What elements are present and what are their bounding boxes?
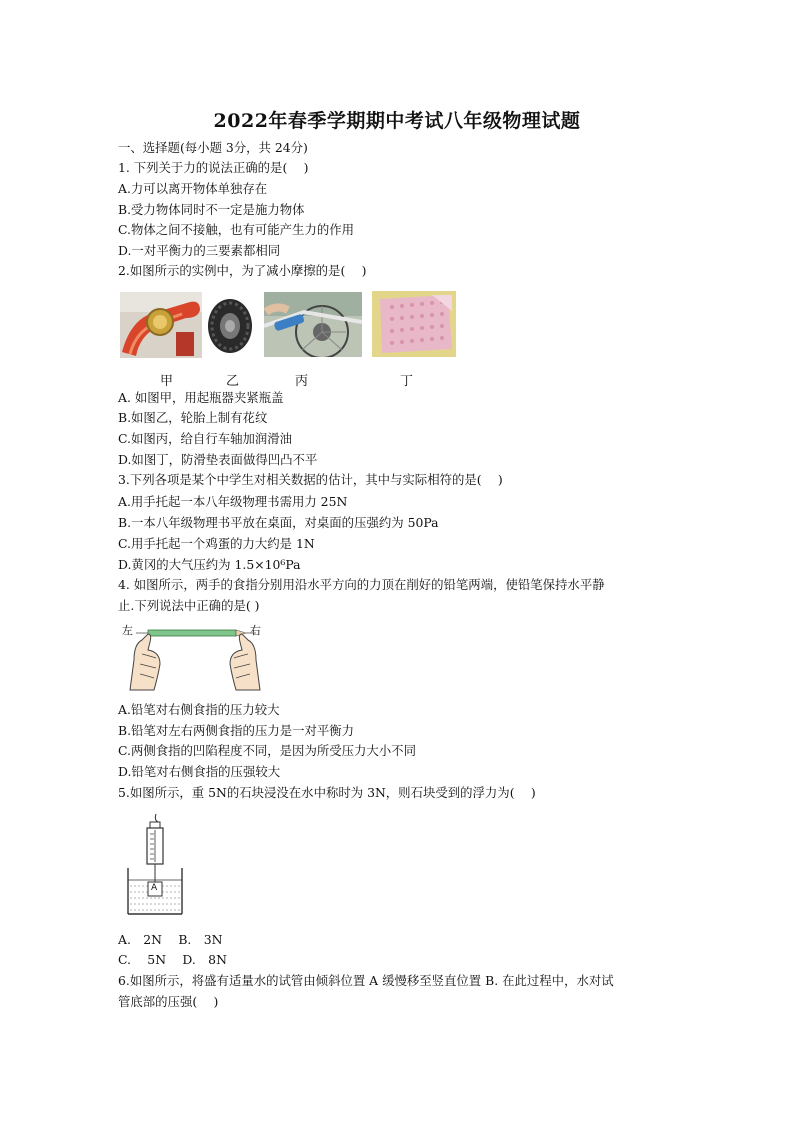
stone-block-label: A — [151, 883, 158, 893]
figure-caption-ding: 丁 — [400, 374, 414, 389]
tire-image — [206, 297, 254, 355]
question-4-option-a: A.铅笔对右侧食指的压力较大 — [118, 702, 280, 717]
question-1-stem: 1. 下列关于力的说法正确的是( ) — [118, 160, 309, 175]
question-4-stem-line-2: 止.下列说法中正确的是( ) — [118, 598, 260, 613]
question-1-option-c: C.物体之间不接触，也有可能产生力的作用 — [118, 222, 355, 237]
question-2-option-b: B.如图乙，轮胎上制有花纹 — [118, 410, 268, 425]
question-4-option-c: C.两侧食指的凹陷程度不同，是因为所受压力大小不同 — [118, 743, 416, 758]
figure-right-label: 右 — [250, 624, 261, 637]
question-1-option-a: A.力可以离开物体单独存在 — [118, 181, 268, 196]
question-5-options-row-2: C. 5N D. 8N — [118, 952, 227, 967]
section-heading: 一、选择题(每小题 3分，共 24分) — [118, 140, 308, 155]
question-2-option-c: C.如图丙，给自行车轴加润滑油 — [118, 431, 293, 446]
exam-title: 2022年春季学期期中考试八年级物理试题 — [213, 110, 581, 132]
figure-caption-bing: 丙 — [295, 374, 309, 389]
question-4-stem-line-1: 4. 如图所示，两手的食指分别用沿水平方向的力顶在削好的铅笔两端，使铅笔保持水平静 — [118, 577, 605, 592]
question-1-option-b: B.受力物体同时不一定是施力物体 — [118, 202, 305, 217]
question-2-stem: 2.如图所示的实例中，为了减小摩擦的是( ) — [118, 263, 367, 278]
spring-scale-drawing — [124, 812, 186, 918]
figure-caption-jia: 甲 — [160, 374, 174, 389]
question-4-option-b: B.铅笔对左右两侧食指的压力是一对平衡力 — [118, 723, 355, 738]
pencil-fingers-figure — [120, 620, 270, 694]
figure-left-label: 左 — [122, 624, 133, 637]
question-3-stem: 3.下列各项是某个中学生对相关数据的估计，其中与实际相符的是( ) — [118, 472, 503, 487]
spring-scale-figure — [124, 812, 186, 918]
question-3-option-b: B.一本八年级物理书平放在桌面，对桌面的压强约为 50Pa — [118, 515, 439, 530]
question-3-option-d: D.黄冈的大气压约为 1.5×10⁶Pa — [118, 557, 301, 572]
figure-caption-yi: 乙 — [226, 374, 240, 389]
pencil-hands-drawing — [120, 620, 270, 694]
question-2-option-a: A. 如图甲，用起瓶器夹紧瓶盖 — [118, 390, 284, 405]
question-3-option-c: C.用手托起一个鸡蛋的力大约是 1N — [118, 536, 315, 551]
question-4-option-d: D.铅笔对右侧食指的压强较大 — [118, 764, 281, 779]
question-5-stem: 5.如图所示，重 5N的石块浸没在水中称时为 3N，则石块受到的浮力为( ) — [118, 785, 536, 800]
question-5-options-row-1: A. 2N B. 3N — [118, 932, 223, 947]
question-1-option-d: D.一对平衡力的三要素都相同 — [118, 243, 281, 258]
question-6-stem-line-1: 6.如图所示，将盛有适量水的试管由倾斜位置 A 缓慢移至竖直位置 B. 在此过程中，水对试 — [118, 973, 614, 988]
question-2-option-d: D.如图丁，防滑垫表面做得凹凸不平 — [118, 452, 318, 467]
anti-slip-mat-image — [372, 291, 456, 357]
bicycle-oiling-image — [264, 292, 362, 357]
question-3-option-a: A.用手托起一本八年级物理书需用力 25N — [118, 494, 348, 509]
bottle-opener-image — [120, 292, 202, 358]
question-6-stem-line-2: 管底部的压强( ) — [118, 994, 219, 1009]
